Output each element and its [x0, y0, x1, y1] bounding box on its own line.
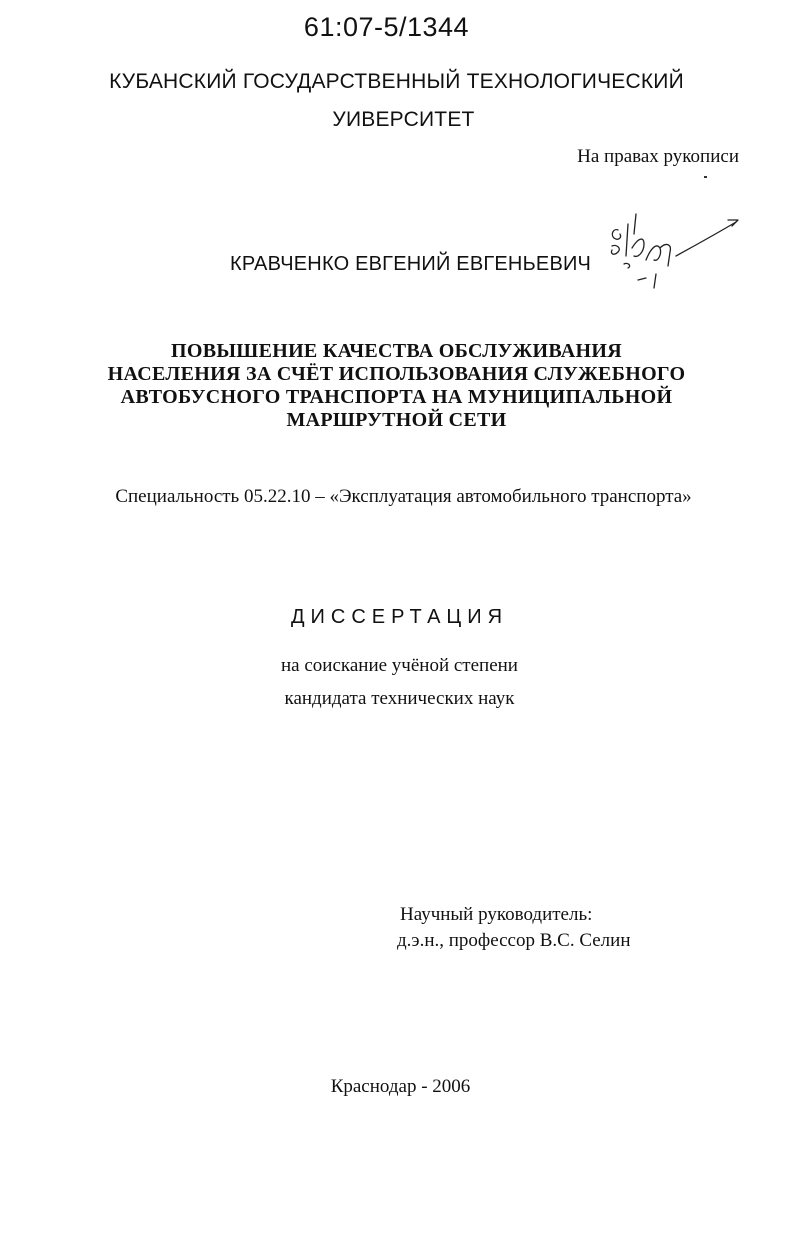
author-name: КРАВЧЕНКО ЕВГЕНИЙ ЕВГЕНЬЕВИЧ: [230, 253, 592, 275]
degree-line-1: на соискание учёной степени: [281, 655, 518, 676]
manuscript-rights-note: На правах рукописи: [577, 146, 739, 167]
university-name-line1: КУБАНСКИЙ ГОСУДАРСТВЕННЫЙ ТЕХНОЛОГИЧЕСКИЙ: [109, 70, 684, 93]
specialty-line: Специальность 05.22.10 – «Эксплуатация автомобильного транспорта»: [115, 486, 692, 507]
university-name-line2: УИВЕРСИТЕТ: [332, 108, 475, 131]
title-line-3: АВТОБУСНОГО ТРАНСПОРТА НА МУНИЦИПАЛЬНОЙ: [120, 386, 673, 408]
handwritten-signature: [598, 208, 748, 298]
city-year: Краснодар - 2006: [330, 1076, 471, 1097]
speck-mark: [704, 176, 707, 178]
title-line-1: ПОВЫШЕНИЕ КАЧЕСТВА ОБСЛУЖИВАНИЯ: [171, 340, 622, 362]
supervisor-label: Научный руководитель:: [400, 904, 593, 925]
archive-number-text: 61:07-5/1344: [303, 12, 470, 42]
degree-line-2: кандидата технических наук: [284, 688, 515, 709]
dissertation-title: [0, 340, 793, 432]
supervisor-name: д.э.н., профессор В.С. Селин: [397, 930, 631, 951]
archive-number: [0, 12, 793, 43]
document-type: ДИССЕРТАЦИЯ: [290, 606, 509, 628]
title-line-4: МАРШРУТНОЙ СЕТИ: [286, 409, 507, 431]
title-line-2: НАСЕЛЕНИЯ ЗА СЧЁТ ИСПОЛЬЗОВАНИЯ СЛУЖЕБНОГО: [107, 363, 686, 385]
